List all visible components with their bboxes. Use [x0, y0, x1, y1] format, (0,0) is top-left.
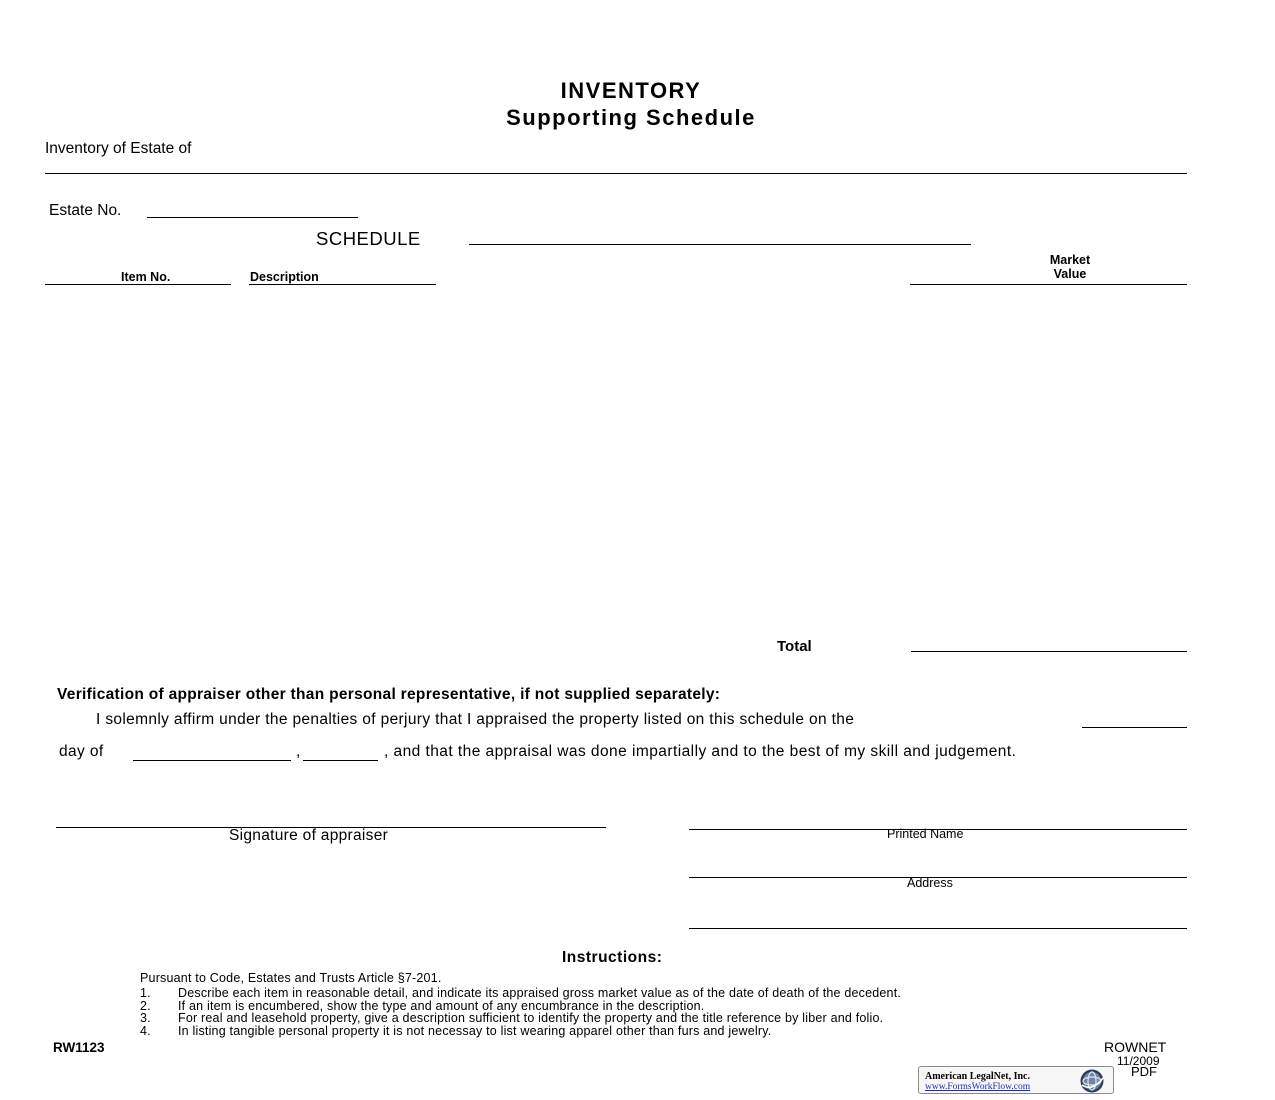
affirmation-text-end: , and that the appraisal was done impartially and to the best of my skill and judgement.	[384, 743, 1017, 760]
form-format: PDF	[1131, 1064, 1157, 1079]
market-value-rule	[910, 284, 1187, 285]
year-line[interactable]	[303, 760, 378, 761]
estate-no-label: Estate No.	[49, 202, 122, 219]
instruction-number: 3.	[140, 1011, 151, 1025]
form-code: RW1123	[53, 1040, 105, 1055]
instruction-text: Describe each item in reasonable detail, and indicate its appraised gross market value as of the date of death of the decedent.	[178, 986, 902, 1000]
affirm-day-line[interactable]	[1082, 727, 1187, 728]
instructions-intro: Pursuant to Code, Estates and Trusts Article §7-201.	[140, 971, 442, 985]
logo-url-link[interactable]: www.FormsWorkFlow.com	[925, 1082, 1031, 1092]
instruction-text: In listing tangible personal property it is not necessay to list wearing apparel other than furs and jewelry.	[178, 1024, 772, 1038]
form-subtitle: Supporting Schedule	[506, 105, 756, 130]
affirmation-text: I solemnly affirm under the penalties of perjury that I appraised the property listed on this schedule on the	[96, 711, 855, 728]
item-no-rule	[45, 284, 231, 285]
printed-name-label: Printed Name	[887, 827, 964, 841]
column-value: Value	[1053, 267, 1087, 281]
total-label: Total	[777, 638, 812, 655]
column-description: Description	[250, 270, 319, 284]
logo-company-name: American LegalNet, Inc.	[925, 1071, 1030, 1082]
address-label: Address	[907, 876, 953, 890]
instruction-number: 1.	[140, 986, 151, 1000]
signature-label: Signature of appraiser	[229, 827, 389, 844]
schedule-line[interactable]	[469, 244, 971, 245]
publisher-code: ROWNET	[1104, 1039, 1167, 1055]
address-line-2[interactable]	[689, 928, 1187, 929]
instruction-text: If an item is encumbered, show the type and amount of any encumbrance in the description.	[178, 999, 705, 1013]
total-line[interactable]	[911, 651, 1187, 652]
schedule-entry-area[interactable]	[45, 292, 1187, 622]
estate-name-line[interactable]	[45, 173, 1187, 174]
instructions-heading: Instructions:	[562, 949, 663, 966]
day-of-label: day of	[59, 743, 104, 760]
schedule-label: SCHEDULE	[316, 228, 421, 249]
month-line[interactable]	[133, 760, 291, 761]
instruction-number: 4.	[140, 1024, 151, 1038]
description-rule	[249, 284, 436, 285]
column-item-no: Item No.	[121, 270, 171, 284]
inventory-of-estate-label: Inventory of Estate of	[45, 140, 192, 157]
form-title: INVENTORY	[560, 78, 702, 103]
instruction-text: For real and leasehold property, give a description sufficient to identify the property and the title reference by liber and folio.	[178, 1011, 884, 1025]
publisher-logo[interactable]	[918, 1066, 1114, 1094]
column-market: Market	[1049, 253, 1091, 267]
estate-no-line[interactable]	[147, 217, 358, 218]
form-date: 11/2009	[1117, 1054, 1160, 1068]
instruction-number: 2.	[140, 999, 151, 1013]
verification-heading: Verification of appraiser other than personal representative, if not supplied separately:	[57, 686, 721, 703]
globe-icon	[1079, 1068, 1105, 1094]
comma: ,	[296, 743, 301, 760]
